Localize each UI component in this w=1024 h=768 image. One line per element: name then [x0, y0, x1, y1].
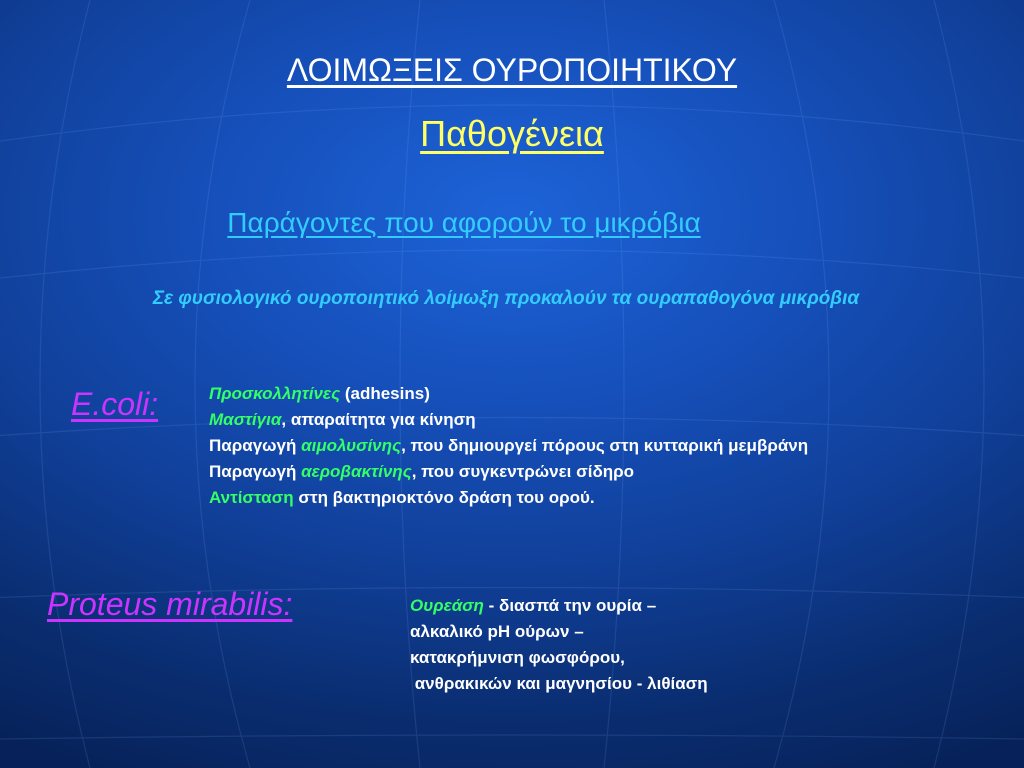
- intro-text: Σε φυσιολογικό ουροποιητικό λοίμωξη προκαλούν τα ουραπαθογόνα μικρόβια: [152, 288, 860, 309]
- line-text: - διασπά την ουρία –: [483, 596, 657, 615]
- proteus-factor-list: [410, 593, 708, 697]
- section-heading: Παράγοντες που αφορούν το μικρόβια: [227, 207, 701, 238]
- ecoli-line-adhesins: [209, 381, 808, 407]
- ecoli-line-flagella: [209, 407, 808, 433]
- highlight-term: αιμολυσίνης: [301, 436, 402, 455]
- ecoli-line-aerobactin: [209, 459, 808, 485]
- line-text: , που δημιουργεί πόρους στη κυτταρική μεμβράνη: [401, 436, 809, 455]
- line-text: (adhesins): [340, 384, 430, 403]
- highlight-term: Ουρεάση: [410, 596, 484, 615]
- ecoli-line-resistance: [209, 485, 808, 511]
- highlight-term: Μαστίγια: [209, 410, 282, 429]
- proteus-line-ph: αλκαλικό pH ούρων –: [410, 622, 584, 641]
- highlight-term: αεροβακτίνης: [301, 462, 412, 481]
- line-text: , που συγκεντρώνει σίδηρο: [411, 462, 635, 481]
- line-text: στη βακτηριοκτόνο δράση του ορού.: [293, 488, 595, 507]
- slide-subtitle: Παθογένεια: [420, 113, 604, 154]
- proteus-line-phosphorus: κατακρήμνιση φωσφόρου,: [410, 648, 625, 667]
- line-text: Παραγωγή: [209, 436, 302, 455]
- highlight-term: Αντίσταση: [209, 488, 294, 507]
- ecoli-line-hemolysin: [209, 433, 808, 459]
- proteus-line-urease: [410, 593, 708, 619]
- ecoli-factor-list: [209, 381, 808, 511]
- proteus-label: Proteus mirabilis:: [47, 586, 293, 622]
- ecoli-label: E.coli:: [71, 386, 159, 422]
- slide-title: ΛΟΙΜΩΞΕΙΣ ΟΥΡΟΠΟΙΗΤΙΚΟΥ: [286, 52, 738, 88]
- line-text: , απαραίτητα για κίνηση: [281, 410, 476, 429]
- highlight-term: Προσκολλητίνες: [209, 384, 341, 403]
- proteus-line-lithiasis: ανθρακικών και μαγνησίου - λιθίαση: [410, 674, 708, 693]
- line-text: Παραγωγή: [209, 462, 302, 481]
